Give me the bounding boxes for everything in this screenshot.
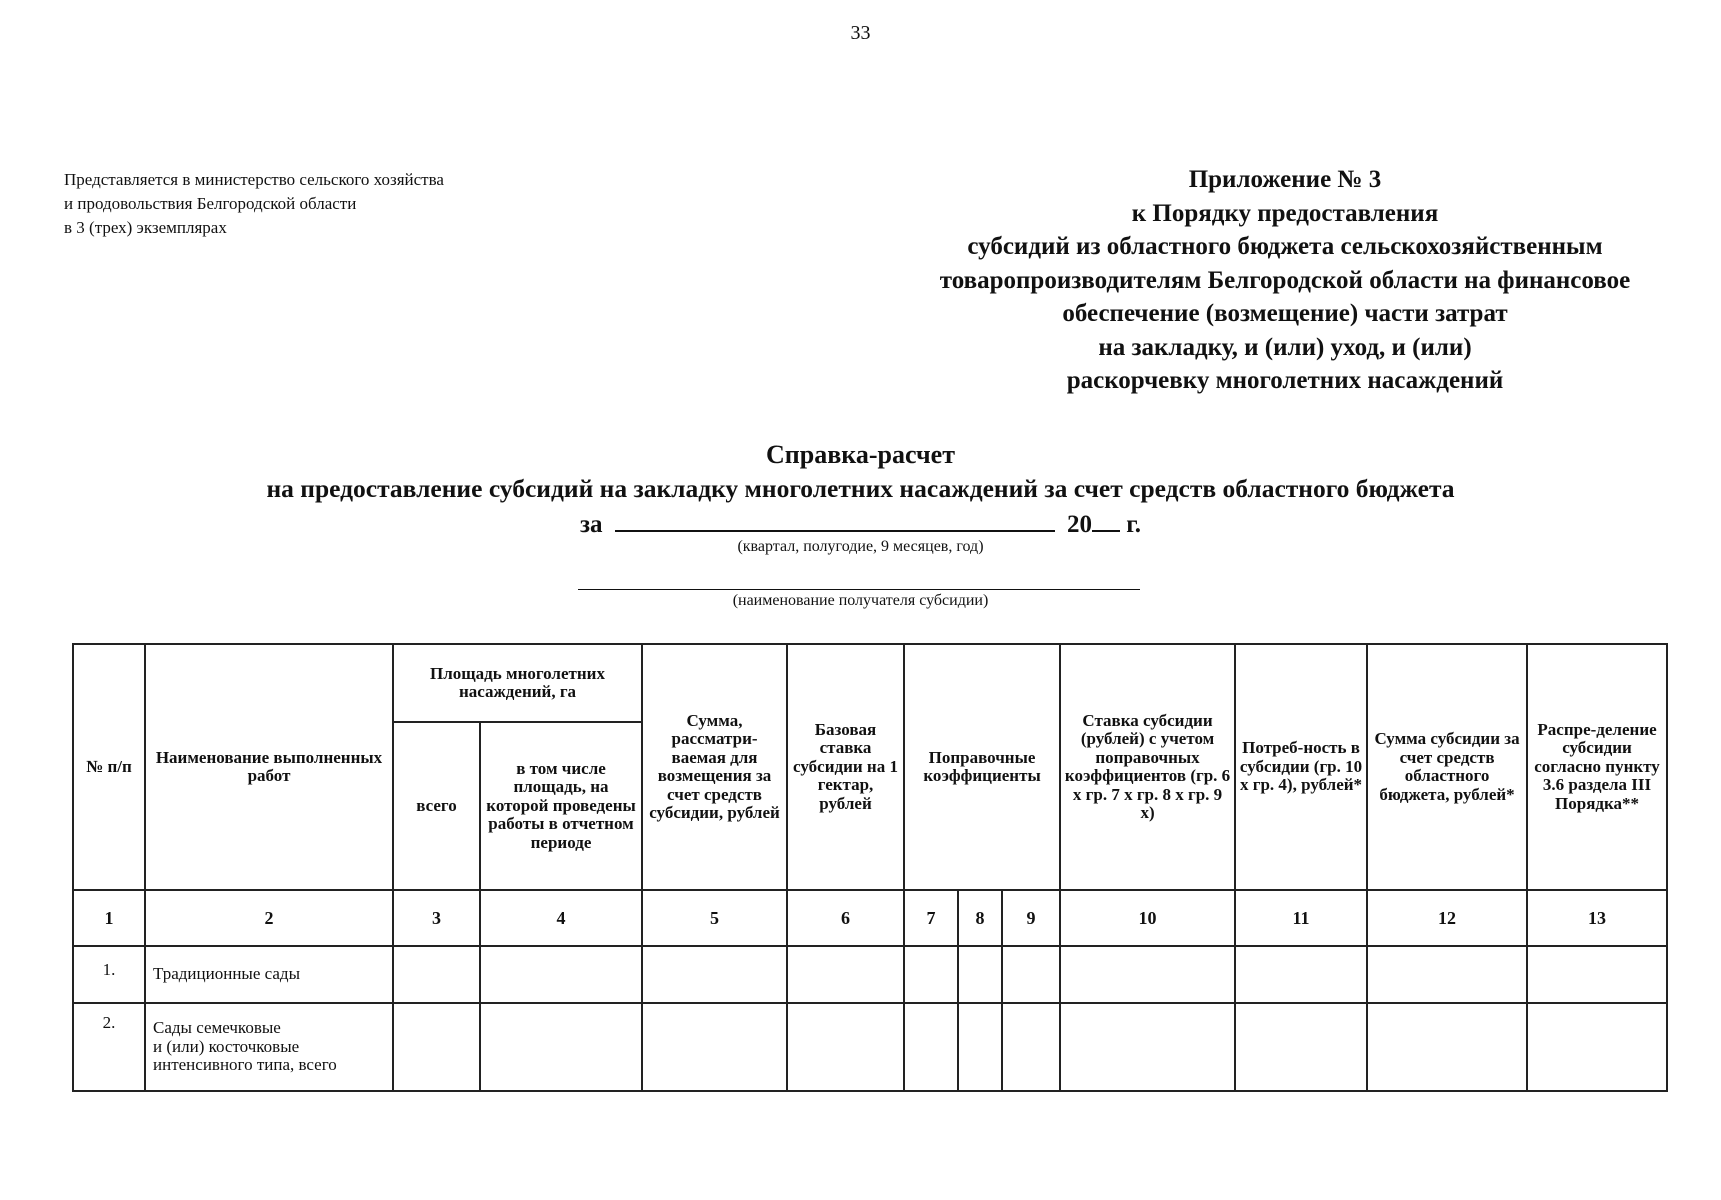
column-number: 13 <box>1527 890 1667 946</box>
appendix-heading <box>780 163 1721 398</box>
header-area-period: в том числе площадь, на которой проведены работы в отчетном периоде <box>480 722 642 890</box>
column-number: 8 <box>958 890 1002 946</box>
appendix-line: раскорчевку многолетних насаждений <box>1066 367 1504 394</box>
header-area-total: всего <box>393 722 480 890</box>
table-cell[interactable] <box>642 946 787 1003</box>
document-title-block <box>0 438 1721 506</box>
submission-note-line: в 3 (трех) экземплярах <box>64 218 227 237</box>
table-cell[interactable] <box>1002 946 1060 1003</box>
period-blank-field[interactable] <box>615 506 1055 532</box>
table-cell[interactable] <box>480 1003 642 1091</box>
header-adjusted-rate: Ставка субсидии (рублей) с учетом поправочных коэффициентов (гр. 6 х гр. 7 х гр. 8 х гр. 9 х) <box>1060 644 1235 890</box>
row-work-name: Традиционные сады <box>145 946 393 1003</box>
table-cell[interactable] <box>1527 1003 1667 1091</box>
recipient-blank-field[interactable] <box>578 589 1140 590</box>
column-number: 7 <box>904 890 958 946</box>
submission-note-line: и продовольствия Белгородской области <box>64 194 357 213</box>
table-cell[interactable] <box>958 946 1002 1003</box>
header-number: № п/п <box>73 644 145 890</box>
header-coefficients: Поправочные коэффициенты <box>904 644 1060 890</box>
column-number: 12 <box>1367 890 1527 946</box>
appendix-line: товаропроизводителям Белгородской области на финансовое <box>939 266 1631 294</box>
document-title: Справка-расчет <box>766 440 955 469</box>
row-number: 2. <box>73 1003 145 1091</box>
page-number: 33 <box>850 22 871 44</box>
appendix-line: к Порядку предоставления <box>1131 199 1439 227</box>
row-work-name: Сады семечковые и (или) косточковые интенсивного типа, всего <box>145 1003 393 1091</box>
table-cell[interactable] <box>393 1003 480 1091</box>
year-blank-field[interactable] <box>1092 506 1120 532</box>
column-number: 4 <box>480 890 642 946</box>
submission-note <box>64 168 584 240</box>
table-cell[interactable] <box>904 1003 958 1091</box>
year-suffix: г. <box>1126 511 1142 538</box>
column-number: 1 <box>73 890 145 946</box>
header-row <box>73 644 1667 722</box>
calculation-table <box>72 643 1668 1092</box>
table-cell[interactable] <box>393 946 480 1003</box>
column-number: 9 <box>1002 890 1060 946</box>
table-cell[interactable] <box>1060 1003 1235 1091</box>
appendix-line: обеспечение (возмещение) части затрат <box>1062 300 1508 327</box>
year-prefix: 20 <box>1067 511 1092 538</box>
recipient-hint: (наименование получателя субсидии) <box>732 592 989 609</box>
header-area-group: Площадь многолетних насаждений, га <box>393 644 642 722</box>
column-number: 10 <box>1060 890 1235 946</box>
row-number: 1. <box>73 946 145 1003</box>
table-cell[interactable] <box>1235 946 1367 1003</box>
table-cell[interactable] <box>1002 1003 1060 1091</box>
appendix-line: субсидий из областного бюджета сельскохозяйственным <box>967 233 1603 260</box>
header-distribution: Распре-деление субсидии согласно пункту 3.6 раздела III Порядка** <box>1527 644 1667 890</box>
table-cell[interactable] <box>958 1003 1002 1091</box>
column-number: 3 <box>393 890 480 946</box>
document-subtitle: на предоставление субсидий на закладку многолетних насаждений за счет средств областного бюджета <box>266 474 1455 503</box>
appendix-line: Приложение № 3 <box>1188 166 1382 193</box>
column-number: 6 <box>787 890 904 946</box>
header-sum-considered: Сумма, рассматри-ваемая для возмещения за счет средств субсидии, рублей <box>642 644 787 890</box>
column-numbers-row <box>73 890 1667 946</box>
header-base-rate: Базовая ставка субсидии на 1 гектар, рублей <box>787 644 904 890</box>
table-cell[interactable] <box>904 946 958 1003</box>
table-cell[interactable] <box>1235 1003 1367 1091</box>
table-row <box>73 1003 1667 1091</box>
table-cell[interactable] <box>1367 1003 1527 1091</box>
table-cell[interactable] <box>642 1003 787 1091</box>
period-hint: (квартал, полугодие, 9 месяцев, год) <box>737 538 984 555</box>
appendix-line: на закладку, и (или) уход, и (или) <box>1098 333 1472 361</box>
submission-note-line: Представляется в министерство сельского хозяйства <box>64 170 444 189</box>
header-work-name: Наименование выполненных работ <box>145 644 393 890</box>
period-line <box>0 506 1721 539</box>
table-row <box>73 946 1667 1003</box>
table-cell[interactable] <box>1367 946 1527 1003</box>
column-number: 2 <box>145 890 393 946</box>
table-cell[interactable] <box>787 946 904 1003</box>
table-cell[interactable] <box>480 946 642 1003</box>
column-number: 11 <box>1235 890 1367 946</box>
header-subsidy-sum: Сумма субсидии за счет средств областного бюджета, рублей* <box>1367 644 1527 890</box>
column-number: 5 <box>642 890 787 946</box>
table-cell[interactable] <box>1527 946 1667 1003</box>
header-subsidy-need: Потреб-ность в субсидии (гр. 10 х гр. 4), рублей* <box>1235 644 1367 890</box>
table-cell[interactable] <box>787 1003 904 1091</box>
period-prefix: за <box>579 511 603 538</box>
table-cell[interactable] <box>1060 946 1235 1003</box>
